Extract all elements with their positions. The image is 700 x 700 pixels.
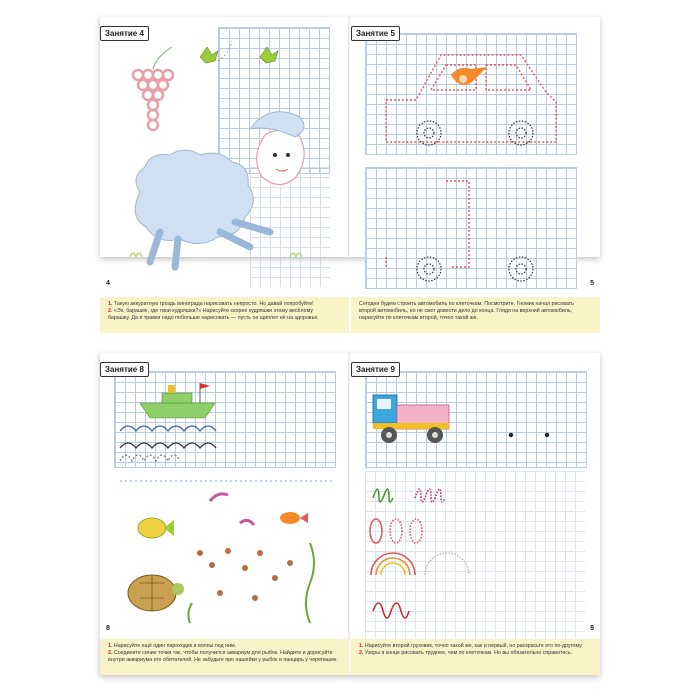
- fish-icon: [138, 494, 308, 538]
- wheel-icon: [417, 257, 533, 281]
- car-icon: [386, 181, 469, 267]
- car-icon: [386, 55, 556, 142]
- page-number: 8: [106, 625, 110, 632]
- lesson-title: Занятие 4: [100, 26, 149, 41]
- spread-lessons-8-9: [100, 353, 600, 675]
- page-lesson-8: [100, 353, 349, 675]
- spread-lessons-4-5: [100, 17, 600, 321]
- page-lesson-4: [100, 17, 349, 287]
- page-lesson-9: [351, 353, 600, 675]
- sheep-icon: [135, 112, 304, 267]
- task-box-lesson-5: Сегодня будем строить автомобиль по клеточкам. Посмотрите, Гномик начал рисовать второй автомобиль, но не смог довести дело до конца. Глядя на верхний автомобиль, нарисуйте по клеточкам второй, точно такой же.: [351, 297, 600, 333]
- maple-leaf-icon: [200, 41, 278, 63]
- task-box-lesson-8: 1. Нарисуйте ещё один пароходик и волны под ним. 2. Соедините синие точки так, чтобы получился аквариум для рыбок. Найдите и дорисуйте внутри аквариума его обитателей. Не забудьте про нашейки у рыбок и панцирь у черепашек.: [100, 639, 349, 675]
- lesson-title: Занятие 8: [100, 362, 149, 377]
- task-box-lesson-4: 1. Такую аккуратную гроздь винограда нарисовать непросто. Но давай попробуйте! 2. «Эх, барашек, где твои кудряшки?» Нарисуйте скорее кудряшки этому весёлому барашку. Да и травки надо побольше нарисовать — пусть он щиплет её на здоровье.: [100, 297, 349, 333]
- steamboat-icon: [140, 383, 215, 418]
- truck-icon: [373, 395, 449, 443]
- dots: [509, 433, 549, 437]
- lesson-5-illustrations: [351, 17, 600, 297]
- page-lesson-5: [351, 17, 600, 287]
- loop-pattern: [370, 489, 469, 618]
- lesson-8-illustrations: [100, 353, 349, 643]
- lesson-9-illustrations: [351, 353, 600, 643]
- lesson-title: Занятие 5: [351, 26, 400, 41]
- seaweed-icon: [188, 543, 314, 623]
- task-box-lesson-9: 1. Нарисуйте второй грузовик, точно такой же, как и первый, но раскрасьте его по-другому. 2. Узоры в конце рисовать труднее, чем по клеточкам. Но вы обязательно справитесь.: [351, 639, 600, 675]
- page-number: 4: [106, 280, 110, 287]
- lesson-4-illustrations: [100, 17, 349, 297]
- grape-bunch-icon: [133, 47, 173, 130]
- wave-pattern: [120, 426, 216, 461]
- lesson-title: Занятие 9: [351, 362, 400, 377]
- page-number: 9: [590, 625, 594, 632]
- turtle-icon: [128, 575, 184, 611]
- pebbles: [197, 548, 293, 601]
- gnome-icon: [451, 67, 487, 85]
- page-number: 5: [590, 280, 594, 287]
